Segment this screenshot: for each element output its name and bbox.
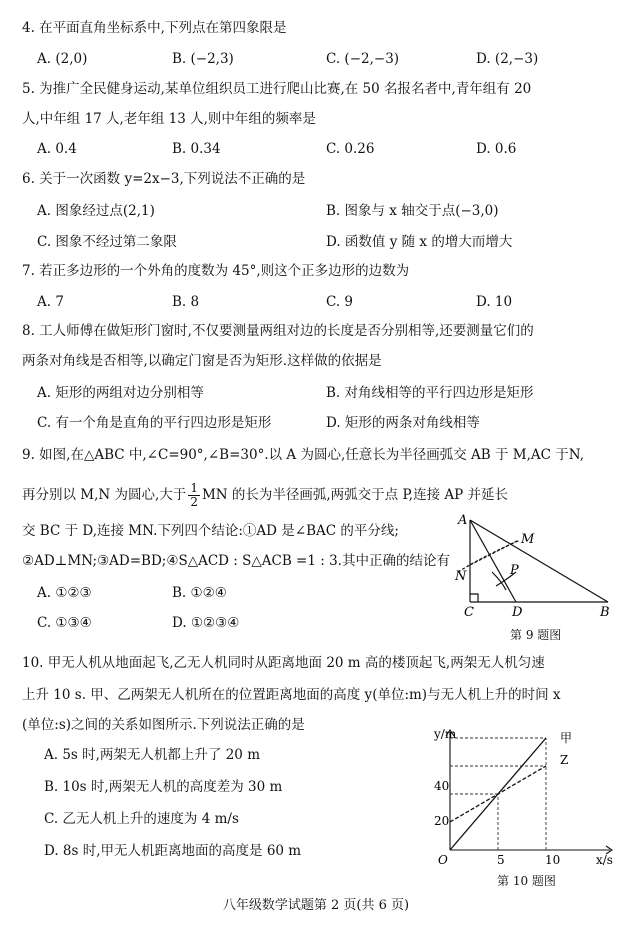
q10-stem-line3: (单位:s)之间的关系如图所示.下列说法正确的是 (22, 717, 305, 733)
label-n: N (455, 569, 467, 584)
q8-stem-line2: 两条对角线是否相等,以确定门窗是否为矩形.这样做的依据是 (22, 353, 382, 369)
page-footer: 八年级数学试题第 2 页(共 6 页) (222, 898, 410, 913)
q10-figure-caption: 第 10 题图 (497, 874, 556, 888)
q8-option-b: B. 对角线相等的平行四边形是矩形 (326, 385, 534, 401)
q9-stem-line3: 交 BC 于 D,连接 MN.下列四个结论:①AD 是∠BAC 的平分线; (22, 523, 399, 539)
q5-option-d: D. 0.6 (476, 141, 517, 157)
q10-option-c: C. 乙无人机上升的速度为 4 m/s (44, 811, 239, 827)
q9-triangle-figure (440, 510, 620, 622)
q6-option-c: C. 图象不经过第二象限 (37, 234, 177, 250)
q9-stem-line2-a: 再分别以 M,N 为圆心,大于 (22, 487, 187, 503)
label-p: P (510, 563, 519, 578)
q9-option-a: A. ①②③ (37, 585, 92, 601)
origin-label: O (438, 853, 448, 867)
q10-line-chart (420, 726, 620, 872)
q7-stem: 7. 若正多边形的一个外角的度数为 45°,则这个正多边形的边数为 (22, 263, 410, 279)
q5-option-a: A. 0.4 (37, 141, 77, 157)
q10-option-d: D. 8s 时,甲无人机距离地面的高度是 60 m (44, 843, 302, 859)
q9-option-b: B. ①②④ (172, 585, 227, 601)
q9-fraction-num: 1 (190, 481, 198, 495)
q9-option-c: C. ①③④ (37, 615, 92, 631)
q7-option-b: B. 8 (172, 294, 200, 310)
q6-stem: 6. 关于一次函数 y=2x−3,下列说法不正确的是 (22, 171, 306, 187)
q6-option-b: B. 图象与 x 轴交于点(−3,0) (326, 203, 499, 219)
q8-option-d: D. 矩形的两条对角线相等 (326, 415, 480, 431)
q5-option-c: C. 0.26 (326, 141, 375, 157)
q4-option-b: B. (−2,3) (172, 51, 234, 67)
q9-stem-line2-b: MN 的长为半径画弧,两弧交于点 P,连接 AP 并延长 (201, 487, 509, 503)
q9-option-d: D. ①②③④ (172, 615, 240, 631)
q4-option-c: C. (−2,−3) (326, 51, 400, 67)
q5-stem-line1: 5. 为推广全民健身运动,某单位组织员工进行爬山比赛,在 50 名报名者中,青年组有 20 (22, 81, 532, 97)
q5-stem-line2: 人,中年组 17 人,老年组 13 人,则中年组的频率是 (22, 111, 316, 127)
q4-option-d: D. (2,−3) (476, 51, 539, 67)
q9-stem-line2 (22, 482, 508, 509)
q10-option-b: B. 10s 时,两架无人机的高度差为 30 m (44, 779, 283, 795)
q7-option-a: A. 7 (37, 294, 64, 310)
label-m: M (521, 532, 535, 547)
x-axis-label: x/s (596, 853, 613, 867)
y-tick-20: 20 (434, 814, 450, 828)
q7-option-d: D. 10 (476, 294, 513, 310)
y-tick-40: 40 (434, 779, 450, 793)
q10-option-a: A. 5s 时,两架无人机都上升了 20 m (44, 747, 260, 763)
q10-stem-line2: 上升 10 s. 甲、乙两架无人机所在的位置距离地面的高度 y(单位:m)与无人机上升的时间 x (22, 687, 561, 703)
q9-stem-line4: ②AD⊥MN;③AD=BD;④S△ACD : S△ACB =1 : 3.其中正确的结论有 (22, 553, 450, 569)
q6-option-a: A. 图象经过点(2,1) (37, 203, 155, 219)
q8-option-a: A. 矩形的两组对边分别相等 (37, 385, 204, 401)
x-tick-5: 5 (497, 853, 505, 867)
series-label-jia: 甲 (560, 731, 573, 745)
q10-stem-line1: 10. 甲无人机从地面起飞,乙无人机同时从距离地面 20 m 高的楼顶起飞,两架无人机匀速 (22, 655, 545, 671)
q9-fraction (188, 482, 200, 509)
q7-option-c: C. 9 (326, 294, 354, 310)
y-axis-label: y/m (434, 727, 457, 741)
q8-option-c: C. 有一个角是直角的平行四边形是矩形 (37, 415, 272, 431)
q8-stem-line1: 8. 工人师傅在做矩形门窗时,不仅要测量两组对边的长度是否分别相等,还要测量它们的 (22, 323, 534, 339)
label-a: A (458, 513, 468, 528)
q6-option-d: D. 函数值 y 随 x 的增大而增大 (326, 234, 513, 250)
x-tick-10: 10 (545, 853, 561, 867)
series-label-yi: Z (560, 753, 569, 767)
q4-stem: 4. 在平面直角坐标系中,下列点在第四象限是 (22, 20, 287, 36)
label-d: D (512, 605, 523, 620)
q4-option-a: A. (2,0) (37, 51, 88, 67)
label-c: C (464, 605, 474, 620)
side-ab (470, 520, 608, 602)
q5-option-b: B. 0.34 (172, 141, 221, 157)
label-b: B (600, 605, 610, 620)
q9-figure-caption: 第 9 题图 (510, 628, 562, 642)
q9-fraction-den: 2 (190, 495, 198, 509)
q9-stem-line1: 9. 如图,在△ABC 中,∠C=90°,∠B=30°.以 A 为圆心,任意长为半径画弧交 AB 于 M,AC 于N, (22, 447, 585, 463)
right-angle-mark (470, 594, 478, 602)
